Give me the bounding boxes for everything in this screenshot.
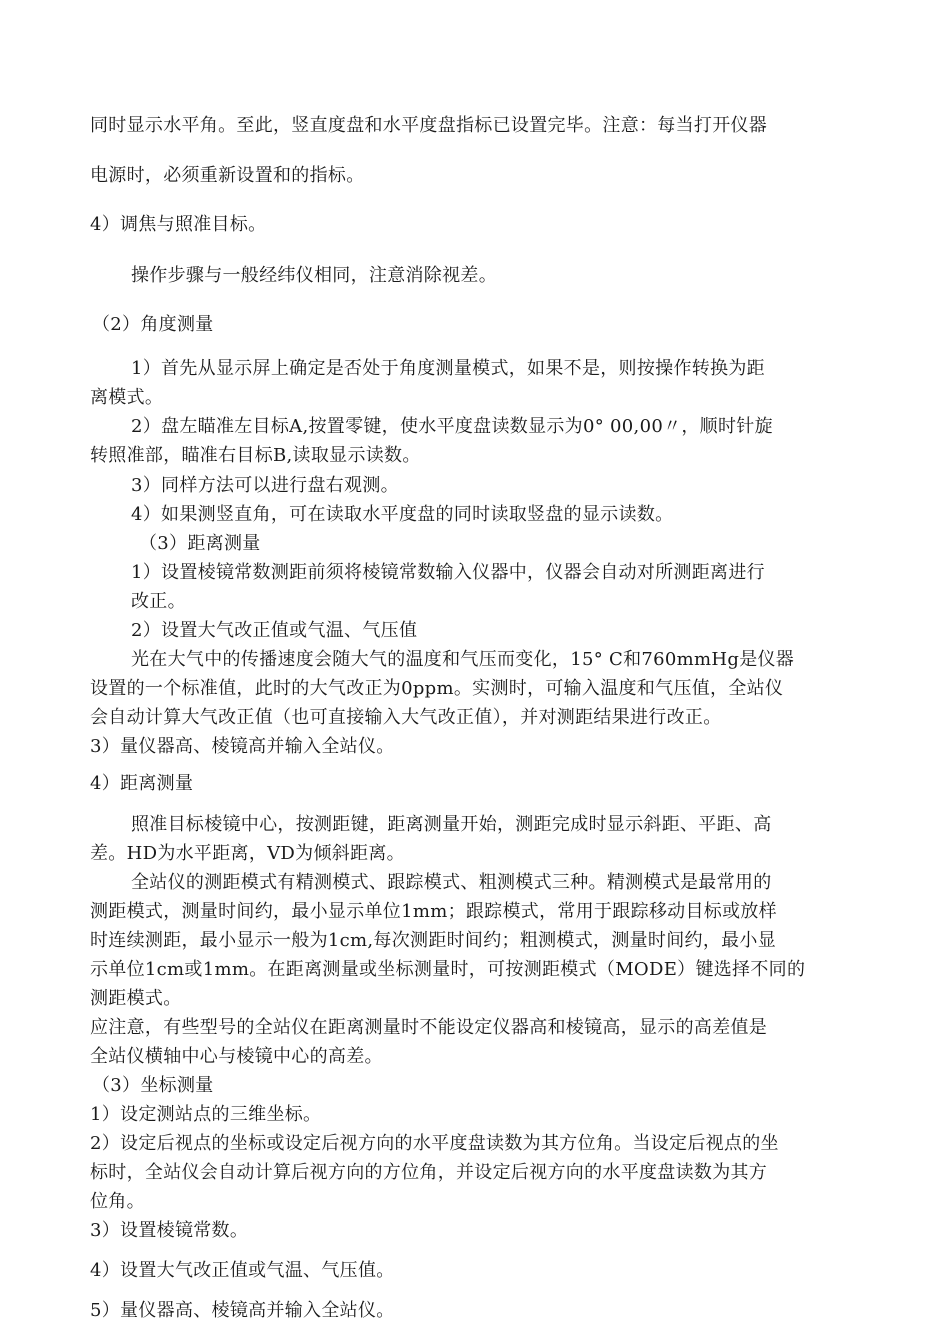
text-line: 测距模式，测量时间约，最小显示单位1mm；跟踪模式，常用于跟踪移动目标或放样	[90, 901, 777, 922]
text-line: 位角。	[90, 1191, 145, 1212]
text-line: 1）设定测站点的三维坐标。	[90, 1104, 322, 1125]
text-line: 4）距离测量	[90, 773, 194, 794]
text-line: 光在大气中的传播速度会随大气的温度和气压而变化，15° C和760mmHg是仪器	[131, 649, 795, 670]
text-line: 1）设置棱镜常数测距前须将棱镜常数输入仪器中，仪器会自动对所测距离进行	[131, 562, 765, 583]
text-line: 4）如果测竖直角，可在读取水平度盘的同时读取竖盘的显示读数。	[131, 504, 674, 525]
section-heading: （3）距离测量	[139, 533, 261, 554]
section-heading: （3）坐标测量	[92, 1075, 214, 1096]
text-line: 照准目标棱镜中心，按测距键，距离测量开始，测距完成时显示斜距、平距、高	[131, 814, 772, 835]
text-line: 5）量仪器高、棱镜高并输入全站仪。	[90, 1300, 395, 1321]
text-line: 2）设置大气改正值或气温、气压值	[131, 620, 418, 641]
text-line: 2）盘左瞄准左目标A,按置零键，使水平度盘读数显示为0° 00,00〃，顺时针旋	[131, 416, 773, 437]
text-line: 转照准部，瞄准右目标B,读取显示读数。	[90, 445, 421, 466]
text-line: 标时，全站仪会自动计算后视方向的方位角，并设定后视方向的水平度盘读数为其方	[90, 1162, 768, 1183]
text-line: 会自动计算大气改正值（也可直接输入大气改正值），并对测距结果进行改正。	[90, 707, 722, 728]
text-line: 操作步骤与一般经纬仪相同，注意消除视差。	[131, 265, 497, 286]
text-line: 3）量仪器高、棱镜高并输入全站仪。	[90, 736, 395, 757]
text-line: 测距模式。	[90, 988, 182, 1009]
text-line: 离模式。	[90, 387, 164, 408]
text-line: 全站仪横轴中心与棱镜中心的高差。	[90, 1046, 383, 1067]
text-line: 3）同样方法可以进行盘右观测。	[131, 475, 399, 496]
text-line: 设置的一个标准值，此时的大气改正为0ppm。实测时，可输入温度和气压值，全站仪	[90, 678, 784, 699]
text-line: 改正。	[131, 591, 186, 612]
text-line: 差。HD为水平距离，VD为倾斜距离。	[90, 843, 405, 864]
text-line: 1）首先从显示屏上确定是否处于角度测量模式，如果不是，则按操作转换为距	[131, 358, 765, 379]
text-line: 同时显示水平角。至此，竖直度盘和水平度盘指标已设置完毕。注意：每当打开仪器	[90, 115, 768, 136]
text-line: 3）设置棱镜常数。	[90, 1220, 249, 1241]
text-line: 电源时，必须重新设置和的指标。	[90, 165, 365, 186]
text-line: 全站仪的测距模式有精测模式、跟踪模式、粗测模式三种。精测模式是最常用的	[131, 872, 772, 893]
text-line: 示单位1cm或1mm。在距离测量或坐标测量时，可按测距模式（MODE）键选择不同的	[90, 959, 806, 980]
section-heading: （2）角度测量	[92, 314, 214, 335]
text-line: 应注意，有些型号的全站仪在距离测量时不能设定仪器高和棱镜高，显示的高差值是	[90, 1017, 768, 1038]
text-line: 4）设置大气改正值或气温、气压值。	[90, 1260, 395, 1281]
text-line: 时连续测距，最小显示一般为1cm,每次测距时间约；粗测模式，测量时间约，最小显	[90, 930, 777, 951]
text-line: 2）设定后视点的坐标或设定后视方向的水平度盘读数为其方位角。当设定后视点的坐	[90, 1133, 779, 1154]
text-line: 4）调焦与照准目标。	[90, 214, 267, 235]
